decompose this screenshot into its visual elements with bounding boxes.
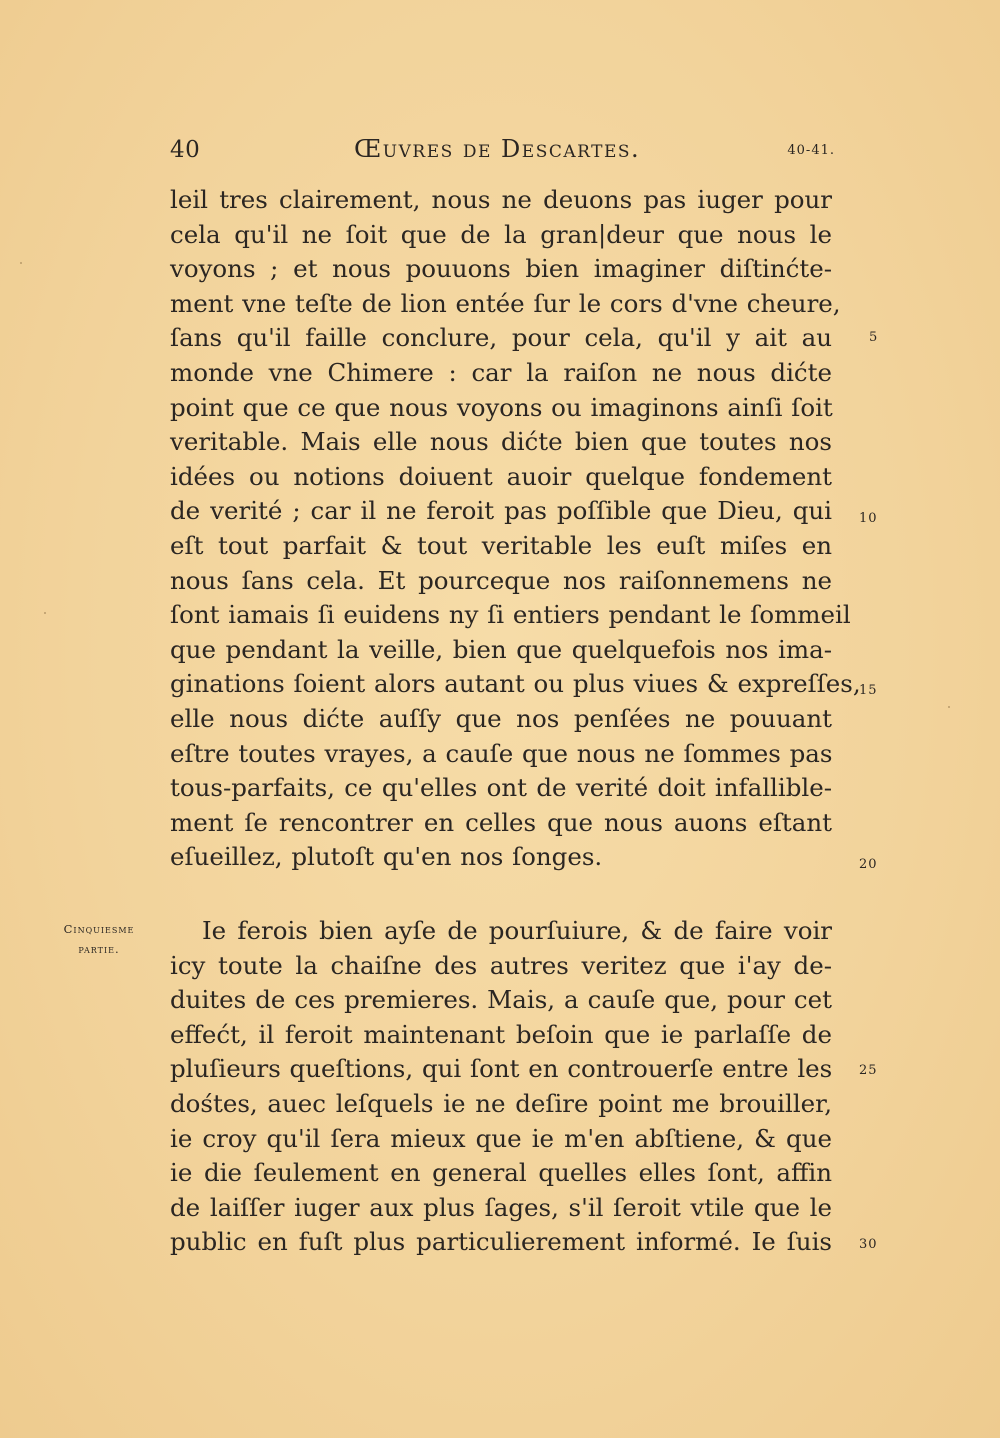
text-line: ſans qu'il faille conclure, pour cela, qu'il y ait au xyxy=(170,323,832,353)
text-line: Ie ferois bien ayſe de pourſuiure, & de faire voir xyxy=(202,916,832,945)
text-line: point que ce que nous voyons ou imaginons ainſi ſoit xyxy=(170,392,833,422)
text-line: de verité ; car il ne feroit pas poſſible que Dieu, qui xyxy=(170,496,832,526)
text-line: eſueillez, plutoſt qu'en nos ſonges. xyxy=(170,842,603,872)
text-line: eſtre toutes vrayes, a cauſe que nous ne ſommes pas xyxy=(170,738,833,768)
text-line: elle nous dićte auſſy que nos penſées ne pouuant xyxy=(170,703,832,733)
text-line: ie die ſeulement en general quelles elles ſont, affin xyxy=(170,1158,832,1188)
text-line: ie croy qu'il ſera mieux que ie m'en abſtiene, & que xyxy=(170,1123,832,1153)
text-line: tous-parfaits, ce qu'elles ont de verité doit infallible- xyxy=(170,773,832,803)
margin-note xyxy=(44,919,154,959)
text-line: que pendant la veille, bien que quelquefois nos ima- xyxy=(170,634,832,664)
running-title: Œuvres de Descartes. xyxy=(354,135,641,163)
text-line: duites de ces premieres. Mais, a cauſe que, pour cet xyxy=(170,985,832,1015)
line-number: 20 xyxy=(859,857,878,872)
paper-speck xyxy=(44,612,46,614)
paper-speck xyxy=(20,262,22,264)
line-number: 5 xyxy=(869,330,879,345)
line-number: 30 xyxy=(859,1237,878,1252)
text-line: ginations ſoient alors autant ou plus viues & expreſſes, xyxy=(170,669,861,699)
text-line: de laiſſer iuger aux plus ſages, s'il ſeroit vtile que le xyxy=(170,1192,832,1222)
page-number: 40 xyxy=(170,137,201,163)
text-line: cela qu'il ne ſoit que de la gran|deur que nous le xyxy=(170,219,832,249)
text-line: nous ſans cela. Et pourceque nos raiſonnemens ne xyxy=(170,565,832,595)
margin-note-line: partie. xyxy=(78,942,120,956)
text-line: pluſieurs queſtions, qui ſont en controuerſe entre les xyxy=(170,1054,833,1084)
line-number: 25 xyxy=(859,1063,878,1078)
text-line: leil tres clairement, nous ne deuons pas iuger pour xyxy=(170,185,832,214)
text-line: ment ſe rencontrer en celles que nous auons eſtant xyxy=(170,807,832,837)
text-line: dośtes, auec leſquels ie ne deſire point me brouiller, xyxy=(170,1088,832,1118)
page-reference: 40-41. xyxy=(787,143,835,158)
text-line: icy toute la chaiſne des autres veritez que i'ay de- xyxy=(170,950,832,980)
text-line: eſt tout parfait & tout veritable les euſt miſes en xyxy=(170,530,832,560)
text-line: idées ou notions doiuent auoir quelque fondement xyxy=(170,461,832,491)
paragraph-2 xyxy=(170,914,832,1260)
paper-speck xyxy=(948,706,950,708)
text-line: ſont iamais ſi euidens ny ſi entiers pendant le ſommeil xyxy=(170,600,851,630)
text-line: effećt, il feroit maintenant beſoin que ie parlaſſe de xyxy=(170,1019,832,1049)
text-line: voyons ; et nous pouuons bien imaginer diſtinćte- xyxy=(170,254,832,284)
text-line: monde vne Chimere : car la raiſon ne nous dićte xyxy=(170,357,832,387)
line-number: 15 xyxy=(859,683,878,698)
line-number: 10 xyxy=(859,511,878,526)
page-header xyxy=(170,133,835,173)
margin-note-line: Cinquiesme xyxy=(63,922,135,936)
text-line: ment vne teſte de lion entée ſur le cors d'vne cheure, xyxy=(170,288,841,318)
paragraph-1 xyxy=(170,183,861,875)
text-line: veritable. Mais elle nous dićte bien que toutes nos xyxy=(170,427,832,457)
text-line: public en fuſt plus particulierement informé. Ie ſuis xyxy=(170,1227,832,1257)
